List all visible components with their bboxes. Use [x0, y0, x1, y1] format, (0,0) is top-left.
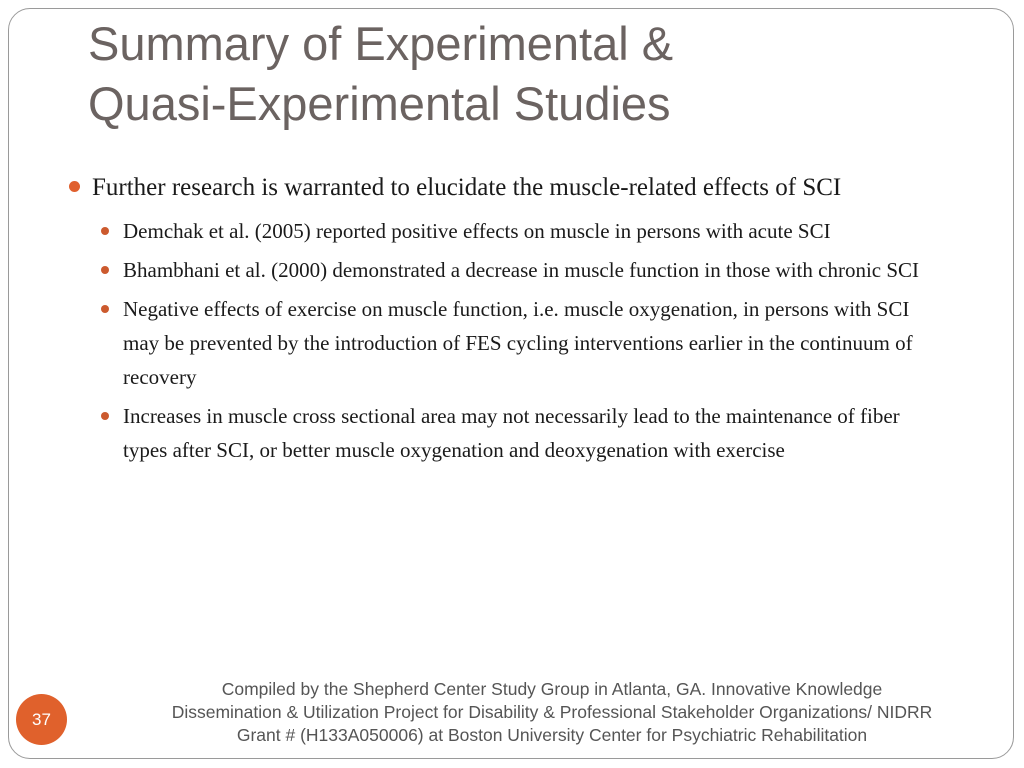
sub-bullet: [64, 214, 923, 248]
sub-bullet-dot-icon: [101, 266, 109, 274]
slide-footer: [100, 678, 1004, 747]
sub-bullet-dot-icon: [101, 227, 109, 235]
footer-line-2: Dissemination & Utilization Project for Disability & Professional Stakeholder Organizations/ NIDRR: [171, 702, 933, 722]
main-bullet-text: Further research is warranted to elucidate the muscle-related effects of SCI: [92, 174, 842, 201]
slide-content: [64, 168, 944, 472]
slide-title: [88, 14, 948, 134]
title-line-2: Quasi-Experimental Studies: [88, 77, 671, 130]
footer-line-3: Grant # (H133A050006) at Boston University Center for Psychiatric Rehabilitation: [236, 725, 868, 745]
footer-line-1: Compiled by the Shepherd Center Study Group in Atlanta, GA. Innovative Knowledge: [221, 679, 883, 699]
bullet-dot-icon: [69, 181, 80, 192]
main-bullet: [64, 168, 944, 208]
sub-bullet: [64, 399, 923, 467]
sub-bullet-text: Negative effects of exercise on muscle function, i.e. muscle oxygenation, in persons with SCI may be prevented by the introduction of FES cycling interventions earlier in the continuum of recovery: [123, 297, 913, 389]
sub-bullet-text: Increases in muscle cross sectional area may not necessarily lead to the maintenance of fiber types after SCI, or better muscle oxygenation and deoxygenation with exercise: [123, 404, 900, 462]
page-number-badge: 37: [16, 694, 67, 745]
sub-bullet-dot-icon: [101, 412, 109, 420]
sub-bullet-text: Demchak et al. (2005) reported positive effects on muscle in persons with acute SCI: [123, 219, 831, 243]
sub-bullet-list: [64, 214, 944, 467]
sub-bullet: [64, 253, 923, 287]
sub-bullet-text: Bhambhani et al. (2000) demonstrated a decrease in muscle function in those with chronic SCI: [123, 258, 920, 282]
sub-bullet: [64, 292, 923, 394]
title-line-1: Summary of Experimental &: [88, 17, 674, 70]
sub-bullet-dot-icon: [101, 305, 109, 313]
